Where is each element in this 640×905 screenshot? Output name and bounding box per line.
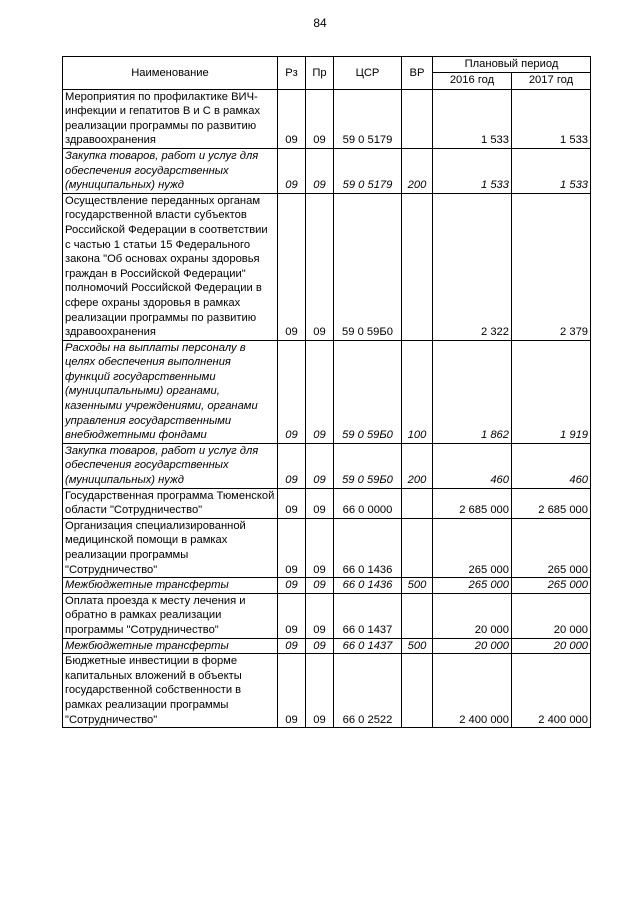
row-amount-2016: 265 000 (433, 518, 512, 577)
row-amount-2017: 20 000 (512, 593, 591, 638)
row-amount-2016: 1 533 (433, 148, 512, 193)
row-vr: 500 (402, 578, 433, 594)
row-pr: 09 (306, 193, 334, 340)
row-vr (402, 518, 433, 577)
table-row (63, 193, 591, 340)
row-amount-2017: 2 379 (512, 193, 591, 340)
budget-table (62, 56, 591, 728)
row-amount-2016: 1 862 (433, 340, 512, 443)
row-amount-2017: 2 685 000 (512, 488, 591, 518)
table-row (63, 443, 591, 488)
row-amount-2017: 265 000 (512, 578, 591, 594)
table-row (63, 488, 591, 518)
row-amount-2017: 1 533 (512, 148, 591, 193)
row-csr: 66 0 0000 (334, 488, 402, 518)
row-rz: 09 (278, 443, 306, 488)
row-csr: 59 0 59Б0 (334, 340, 402, 443)
row-pr: 09 (306, 148, 334, 193)
row-amount-2017: 265 000 (512, 518, 591, 577)
row-vr (402, 193, 433, 340)
header-year-2016: 2016 год (433, 72, 512, 89)
row-amount-2016: 460 (433, 443, 512, 488)
row-name: Межбюджетные трансферты (63, 578, 278, 594)
header-csr: ЦСР (334, 57, 402, 90)
table-body (63, 89, 591, 728)
row-csr: 66 0 1437 (334, 638, 402, 654)
table-row (63, 340, 591, 443)
row-vr: 200 (402, 148, 433, 193)
row-rz: 09 (278, 593, 306, 638)
row-pr: 09 (306, 89, 334, 148)
row-amount-2017: 2 400 000 (512, 654, 591, 728)
row-name: Межбюджетные трансферты (63, 638, 278, 654)
header-rz: Рз (278, 57, 306, 90)
table-row (63, 638, 591, 654)
header-name: Наименование (63, 57, 278, 90)
row-pr: 09 (306, 443, 334, 488)
row-pr: 09 (306, 578, 334, 594)
row-amount-2016: 265 000 (433, 578, 512, 594)
row-pr: 09 (306, 518, 334, 577)
row-amount-2016: 20 000 (433, 593, 512, 638)
row-vr (402, 593, 433, 638)
row-csr: 66 0 2522 (334, 654, 402, 728)
row-amount-2016: 2 400 000 (433, 654, 512, 728)
row-name: Оплата проезда к месту лечения и обратно в рамках реализации программы "Сотрудничество" (63, 593, 278, 638)
row-rz: 09 (278, 654, 306, 728)
row-rz: 09 (278, 638, 306, 654)
row-csr: 59 0 5179 (334, 89, 402, 148)
row-csr: 59 0 59Б0 (334, 193, 402, 340)
row-rz: 09 (278, 340, 306, 443)
row-amount-2016: 1 533 (433, 89, 512, 148)
row-amount-2017: 1 533 (512, 89, 591, 148)
header-year-2017: 2017 год (512, 72, 591, 89)
row-amount-2016: 2 685 000 (433, 488, 512, 518)
header-vr: ВР (402, 57, 433, 90)
row-name: Расходы на выплаты персоналу в целях обеспечения выполнения функций государственными (муниципальными) органами, казенными учреждениями, органами управления государственными внебюджетными фондами (63, 340, 278, 443)
row-rz: 09 (278, 148, 306, 193)
row-csr: 59 0 5179 (334, 148, 402, 193)
row-amount-2017: 1 919 (512, 340, 591, 443)
row-name: Государственная программа Тюменской области "Сотрудничество" (63, 488, 278, 518)
row-rz: 09 (278, 518, 306, 577)
row-vr (402, 488, 433, 518)
row-vr: 100 (402, 340, 433, 443)
row-amount-2017: 460 (512, 443, 591, 488)
row-pr: 09 (306, 593, 334, 638)
row-csr: 59 0 59Б0 (334, 443, 402, 488)
row-amount-2016: 2 322 (433, 193, 512, 340)
row-vr: 500 (402, 638, 433, 654)
row-csr: 66 0 1436 (334, 578, 402, 594)
header-planned-period: Плановый период (433, 57, 591, 73)
table-row (63, 593, 591, 638)
row-rz: 09 (278, 89, 306, 148)
page-number: 84 (313, 16, 327, 30)
row-pr: 09 (306, 654, 334, 728)
row-name: Осуществление переданных органам государственной власти субъектов Российской Федерации в соответствии с частью 1 статьи 15 Федерального закона "Об основах охраны здоровья граждан в Российской Федерации" полномочий Российской Федерации в сфере охраны здоровья в рамках реализации программы по развитию здравоохранения (63, 193, 278, 340)
row-rz: 09 (278, 578, 306, 594)
table-row (63, 89, 591, 148)
row-vr: 200 (402, 443, 433, 488)
row-amount-2016: 20 000 (433, 638, 512, 654)
table-row (63, 148, 591, 193)
row-csr: 66 0 1436 (334, 518, 402, 577)
row-vr (402, 654, 433, 728)
row-pr: 09 (306, 638, 334, 654)
table-row (63, 578, 591, 594)
row-name: Бюджетные инвестиции в форме капитальных вложений в объекты государственной собственности в рамках реализации программы "Сотрудничество" (63, 654, 278, 728)
row-rz: 09 (278, 488, 306, 518)
row-name: Закупка товаров, работ и услуг для обеспечения государственных (муниципальных) нужд (63, 148, 278, 193)
row-name: Закупка товаров, работ и услуг для обеспечения государственных (муниципальных) нужд (63, 443, 278, 488)
row-vr (402, 89, 433, 148)
header-pr: Пр (306, 57, 334, 90)
row-csr: 66 0 1437 (334, 593, 402, 638)
table-row (63, 518, 591, 577)
table-row (63, 654, 591, 728)
row-amount-2017: 20 000 (512, 638, 591, 654)
row-pr: 09 (306, 488, 334, 518)
row-name: Мероприятия по профилактике ВИЧ-инфекции и гепатитов В и С в рамках реализации программы по развитию здравоохранения (63, 89, 278, 148)
row-pr: 09 (306, 340, 334, 443)
row-name: Организация специализированной медицинской помощи в рамках реализации программы "Сотрудничество" (63, 518, 278, 577)
row-rz: 09 (278, 193, 306, 340)
